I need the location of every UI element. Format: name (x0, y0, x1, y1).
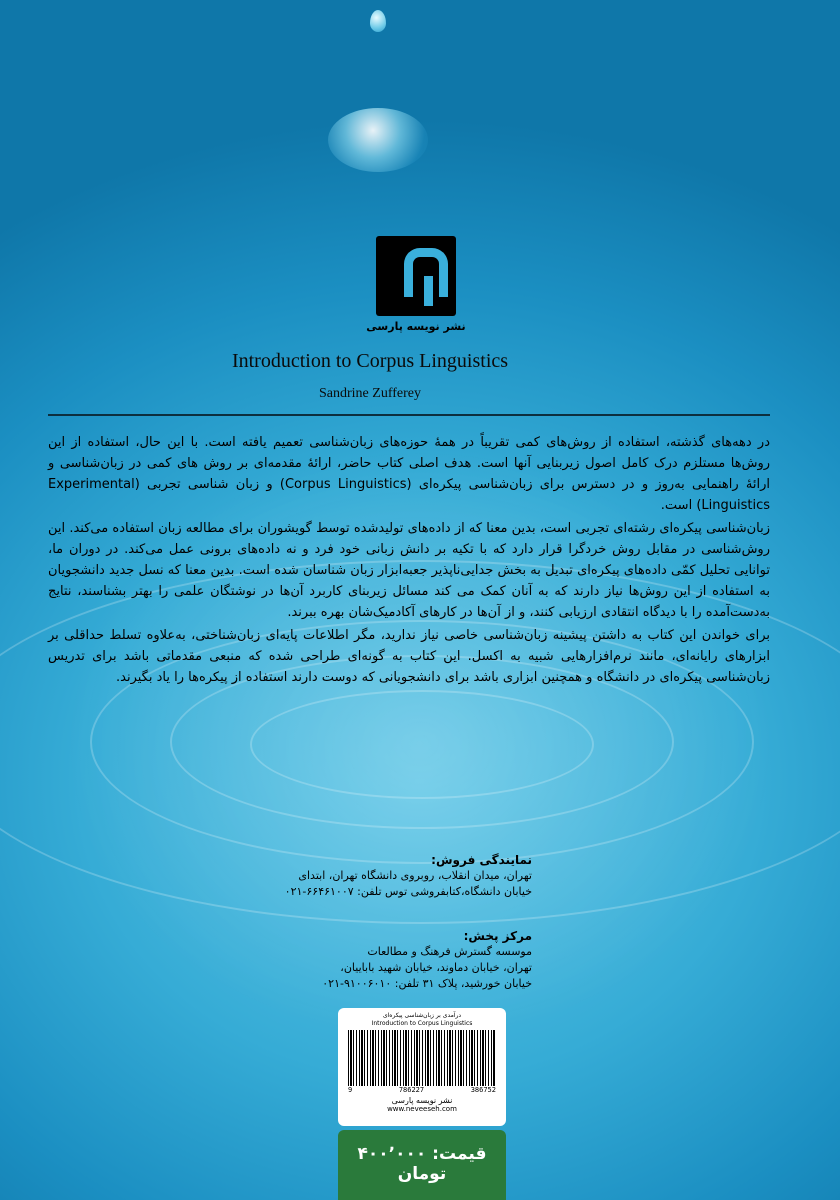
sales-agency (270, 852, 532, 900)
distribution-center (270, 928, 532, 992)
divider-line (48, 414, 770, 416)
distribution-address-line: موسسه گسترش فرهنگ و مطالعات (367, 945, 532, 958)
sales-address-line: تهران، میدان انقلاب، روبروی دانشگاه تهران، ابتدای (298, 869, 532, 882)
publisher-logo (376, 236, 456, 316)
water-splash-icon (328, 108, 428, 172)
water-droplet-icon (370, 10, 386, 32)
barcode-en-title: Introduction to Corpus Linguistics (371, 1020, 473, 1027)
description-text (48, 432, 770, 690)
barcode-digits-right: 386752 (470, 1086, 496, 1094)
barcode-digit-lead: 9 (348, 1086, 353, 1094)
publisher-caption: نشر نویسه پارسی (366, 320, 466, 333)
distribution-address-line: خیابان خورشید، پلاک ۳۱ تلفن: ۹۱۰۰۶۰۱۰-۰۲۱ (322, 977, 532, 990)
logo-stem (424, 276, 433, 306)
price-panel (338, 1130, 506, 1200)
price-label: قیمت: ۴۰۰٬۰۰۰ تومان (357, 1144, 487, 1184)
description-paragraph-2: زبان‌شناسی پیکره‌ای رشته‌ای تجربی است، بدین معنا که از داده‌های تولیدشده توسط گویشوران برای مطالعه زبان استفاده می‌کند. این روش‌شناسی در مقابل روش خردگرا قرار دارد که با تکیه بر دانش زبانی خود فرد و نه داده‌های برونی عمل می‌کند. در دوران ما، توانایی تحلیل کمّی داده‌های پیکره‌ای تبدیل به بخش جدایی‌ناپذیر جعبه‌ابزار زبان شناسان شده است. بدین معنا که نسل جدید دانشجویان به استفاده از این روش‌ها نیاز دارند که به آنان کمک می کند مسائل زیربنای کاربرد آن‌ها در نوشتگان علمی را بهتر بشناسند، نتایج به‌دست‌آمده را با دیدگاه انتقادی ارزیابی کنند، و از آن‌ها در کارهای آکادمیک‌شان بهره ببرند. (48, 521, 770, 620)
description-paragraph-3: برای خواندن این کتاب به داشتن پیشینه زبان‌شناسی خاصی نیاز ندارید، مگر اطلاعات پایه‌ای زبان‌شناختی، به‌علاوه تسلط حداقلی بر ابزارهای رایانه‌ای، مانند نرم‌افزارهایی شبیه به اکسل. این کتاب به گونه‌ای طراحی شده که منبعی مقدماتی باشد برای تدریس زبان‌شناسی پیکره‌ای در دانشگاه و همچنین ابزاری باشد برای دانشجویانی که دوست دارند استفاده از پیکره‌ها را یاد بگیرند. (48, 628, 770, 685)
water-ripple (250, 690, 594, 799)
barcode-icon (348, 1030, 496, 1086)
distribution-address-line: تهران، خیابان دماوند، خیابان شهید باباییان، (340, 961, 532, 974)
english-title: Introduction to Corpus Linguistics (231, 350, 509, 372)
barcode-panel (338, 1008, 506, 1126)
sales-heading: نمایندگی فروش: (431, 853, 532, 867)
english-author: Sandrine Zufferey (319, 386, 421, 401)
publisher-website: www.neveeseh.com (387, 1105, 457, 1113)
distribution-heading: مرکز پخش: (463, 929, 532, 943)
barcode-digits (348, 1086, 496, 1094)
barcode-publisher: نشر نویسه پارسی (391, 1096, 453, 1105)
barcode-digits-left: 786227 (398, 1086, 425, 1094)
description-paragraph-1: در دهه‌های گذشته، استفاده از روش‌های کمی تقریباً در همهٔ حوزه‌های زبان‌شناسی تعمیم یافته است. با این حال، استفاده از این روش‌ها مستلزم درک کامل اصول زیربنایی آنها است. هدف اصلی کتاب حاضر، ارائهٔ مقدمه‌ای بر روش های کمی در زبان‌شناسی و ارائهٔ راهنمایی به‌روز و در دسترس برای زبان‌شناسی پیکره‌ای (Corpus Linguistics) و زبان شناسی تجربی (Experimental Linguistics) است. (48, 435, 771, 513)
barcode-fa-title: درآمدی بر زبان‌شناسی پیکره‌ای (382, 1012, 462, 1019)
sales-address-line: خیابان دانشگاه،کتابفروشی توس تلفن: ۶۶۴۶۱۰۰۷-۰۲۱ (284, 885, 532, 898)
